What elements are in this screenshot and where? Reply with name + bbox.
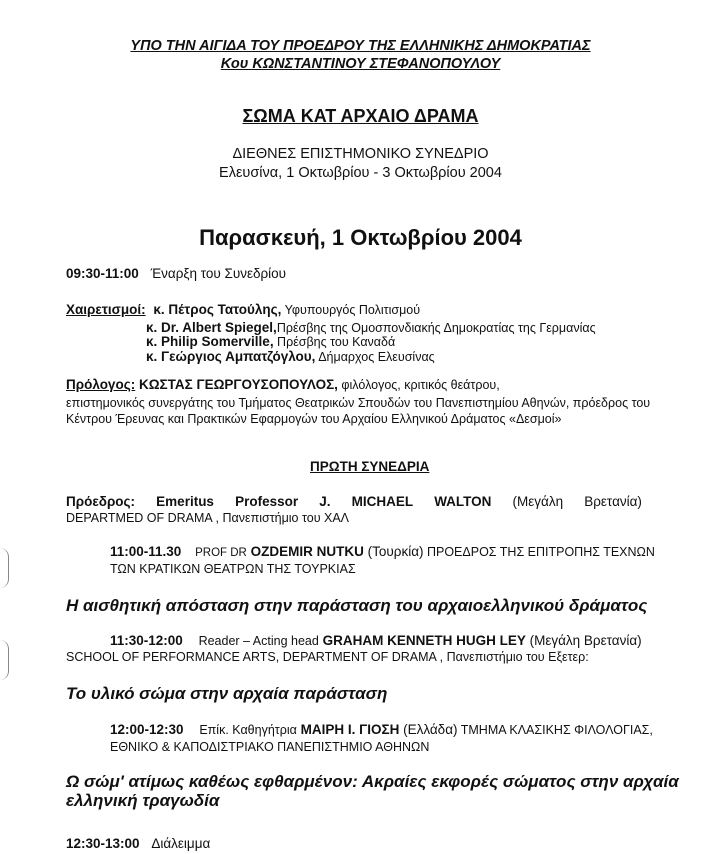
speaker-name: OZDEMIR NUTKU <box>250 544 364 559</box>
speaker-title: Reader – Acting head <box>198 634 319 648</box>
chair-word: (Μεγάλη <box>512 494 564 509</box>
chair-word: Professor <box>235 494 299 509</box>
event-place-dates: Ελευσίνα, 1 Οκτωβρίου - 3 Οκτωβρίου 2004 <box>219 165 502 181</box>
greeting-name: κ. Γεώργιος Αμπατζόγλου, <box>146 349 316 364</box>
prologue-row-3: Κέντρου Έρευνας και Πρακτικών Εφαρμογών του Αρχαίου Ελληνικού Δράματος «Δεσμοί» <box>66 412 562 426</box>
opening-time: 09:30-11:00 <box>66 266 139 281</box>
greetings-row-2 <box>146 320 596 335</box>
talk-time: 11:30-12:00 <box>110 633 183 648</box>
chair-label: Πρόεδρος: <box>66 494 136 509</box>
session-heading: ΠΡΩΤΗ ΣΥΝΕΔΡΙΑ <box>310 459 430 474</box>
speaker-title: PROF DR <box>195 547 247 559</box>
speaker-name: ΜΑΙΡΗ Ι. ΓΙΟΣΗ <box>300 722 400 737</box>
greetings-row-1 <box>66 302 420 317</box>
greeting-role: Πρέσβης της Ομοσπονδιακής Δημοκρατίας της Γερμανίας <box>276 321 596 335</box>
greeting-name: κ. Philip Somerville, <box>146 334 274 349</box>
talk-2-title: Το υλικό σώμα στην αρχαία παράσταση <box>66 684 388 703</box>
greetings-label: Χαιρετισμοί: <box>66 302 146 317</box>
chair-word: Emeritus <box>156 494 214 509</box>
chair-row <box>66 494 642 509</box>
break-text: Διάλειμμα <box>151 836 211 851</box>
talk-time: 12:00-12:30 <box>110 722 184 737</box>
patronage-line-2: Κου ΚΩΝΣΤΑΝΤΙΝΟΥ ΣΤΕΦΑΝΟΠΟΥΛΟΥ <box>220 56 501 72</box>
greeting-name: κ. Dr. Albert Spiegel, <box>146 320 277 335</box>
greeting-role: Δήμαρχος Ελευσίνας <box>315 350 435 364</box>
prologue-role: φιλόλογος, κριτικός θεάτρου, <box>337 378 500 392</box>
talk-3-title-line-2: ελληνική τραγωδία <box>66 791 220 810</box>
speaker-title: Επίκ. Καθηγήτρια <box>199 723 297 737</box>
chair-word: MICHAEL <box>351 494 414 509</box>
prologue-label: Πρόλογος: <box>66 377 136 392</box>
opening-row <box>66 266 286 281</box>
talk-time: 11:00-11.30 <box>110 544 182 559</box>
speaker-affiliation: ΠΡΟΕΔΡΟΣ ΤΗΣ ΕΠΙΤΡΟΠΗΣ ΤΕΧΝΩΝ <box>423 545 655 559</box>
prologue-name: ΚΩΣΤΑΣ ΓΕΩΡΓΟΥΣΟΠΟΥΛΟΣ, <box>135 377 338 392</box>
day-heading: Παρασκευή, 1 Οκτωβρίου 2004 <box>199 225 522 250</box>
event-title: ΣΩΜΑ ΚΑΤ ΑΡΧΑΙΟ ΔΡΑΜΑ <box>242 106 479 126</box>
binder-hole-mark <box>0 548 9 588</box>
break-row <box>66 836 210 851</box>
talk-1-row-1 <box>110 544 655 559</box>
talk-1-title: Η αισθητική απόσταση στην παράσταση του αρχαιοελληνικού δράματος <box>66 596 648 615</box>
greeting-role: Υφυπουργός Πολιτισμού <box>281 303 421 317</box>
speaker-country: (Τουρκία) <box>363 544 424 559</box>
speaker-affiliation: ΤΜΗΜΑ ΚΛΑΣΙΚΗΣ ΦΙΛΟΛΟΓΙΑΣ, <box>457 723 653 737</box>
chair-word: WALTON <box>434 494 492 509</box>
greeting-name: κ. Πέτρος Τατούλης, <box>153 302 282 317</box>
speaker-country: (Μεγάλη Βρετανία) <box>525 633 642 648</box>
talk-3-row-2: ΕΘΝΙΚΟ & ΚΑΠΟΔΙΣΤΡΙΑΚΟ ΠΑΝΕΠΙΣΤΗΜΙΟ ΑΘΗΝΩΝ <box>110 740 430 754</box>
binder-hole-mark <box>0 640 9 680</box>
opening-text: Έναρξη του Συνεδρίου <box>150 266 287 281</box>
greeting-role: Πρέσβης του Καναδά <box>273 335 396 349</box>
talk-2-row-1 <box>110 633 642 648</box>
speaker-country: (Ελλάδα) <box>399 722 458 737</box>
patronage-line-1: ΥΠΟ ΤΗΝ ΑΙΓΙΔΑ ΤΟΥ ΠΡΟΕΔΡΟΥ ΤΗΣ ΕΛΛΗΝΙΚΗΣ ΔΗΜΟΚΡΑΤΙΑΣ <box>130 38 591 54</box>
chair-word: Βρετανία) <box>584 494 642 509</box>
chair-affiliation: DEPARTMED OF DRAMA , Πανεπιστήμιο του ΧΑΛ <box>66 511 350 525</box>
talk-3-title-line-1: Ω σώμ' ατίμως καθέως εφθαρμένον: Ακραίες εκφορές σώματος στην αρχαία <box>66 772 679 791</box>
talk-1-row-2: ΤΩΝ ΚΡΑΤΙΚΩΝ ΘΕΑΤΡΩΝ ΤΗΣ ΤΟΥΡΚΙΑΣ <box>110 562 356 576</box>
talk-3-row-1 <box>110 722 653 737</box>
prologue-row-1 <box>66 377 500 392</box>
event-type: ΔΙΕΘΝΕΣ ΕΠΙΣΤΗΜΟΝΙΚΟ ΣΥΝΕΔΡΙΟ <box>232 146 489 162</box>
talk-2-row-2: SCHOOL OF PERFORMANCE ARTS, DEPARTMENT OF DRAMA , Πανεπιστήμιο του Εξετερ: <box>66 650 589 664</box>
greetings-row-3 <box>146 334 395 349</box>
speaker-name: GRAHAM KENNETH HUGH LEY <box>322 633 526 648</box>
greetings-row-4 <box>146 349 435 364</box>
prologue-row-2: επιστημονικός συνεργάτης του Τμήματος Θεατρικών Σπουδών του Πανεπιστημίου Αθηνών, πρόεδρος του <box>66 396 651 410</box>
break-time: 12:30-13:00 <box>66 836 140 851</box>
chair-word: J. <box>319 494 331 509</box>
